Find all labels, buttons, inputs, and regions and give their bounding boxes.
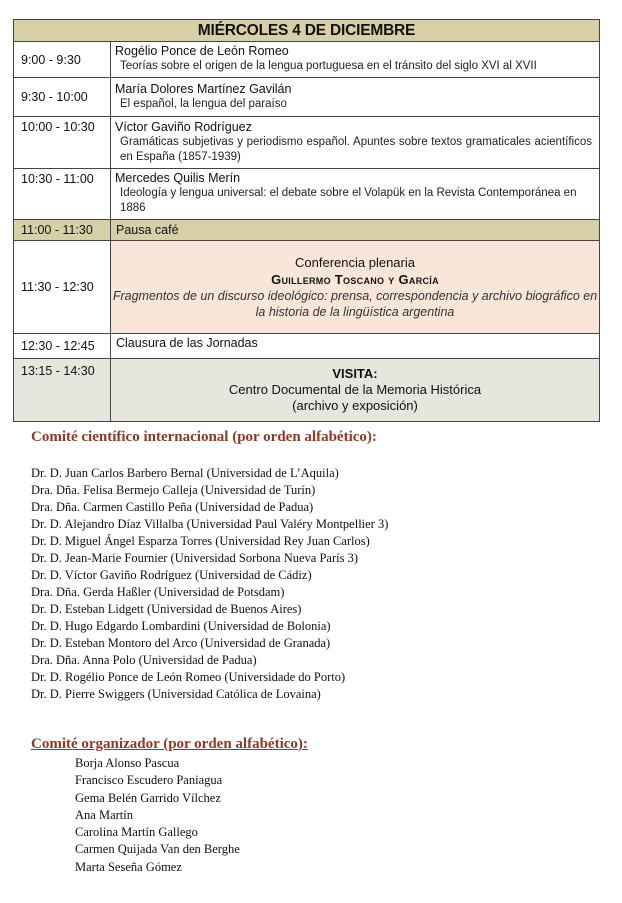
- plenary-content: [111, 241, 600, 334]
- visit-label: VISITA:: [332, 366, 378, 381]
- break-time: 11:00 - 11:30: [14, 220, 111, 241]
- list-item: Dr. D. Alejandro Díaz Villalba (Universidad Paul Valéry Montpellier 3): [31, 517, 389, 531]
- visit-note: (archivo y exposición): [292, 398, 418, 413]
- session-speaker: Víctor Gaviño Rodríguez: [115, 119, 252, 134]
- session-row: [14, 78, 600, 117]
- break-row: [14, 220, 600, 241]
- visit-content: [111, 359, 600, 422]
- list-item: Dr. D. Pierre Swiggers (Universidad Católica de Lovaina): [31, 687, 321, 701]
- list-item: Dra. Dña. Anna Polo (Universidad de Padua): [31, 653, 257, 667]
- list-item: Ana Martín: [75, 807, 133, 822]
- list-item: Dr. D. Víctor Gaviño Rodríguez (Universidad de Cádiz): [31, 568, 312, 582]
- session-time: 9:00 - 9:30: [14, 42, 111, 78]
- list-item: Carmen Quijada Van den Berghe: [75, 842, 240, 857]
- session-speaker: Rogélio Ponce de León Romeo: [115, 44, 289, 58]
- closing-label: Clausura de las Jornadas: [111, 334, 600, 359]
- session-speaker: Mercedes Quilis Merín: [115, 171, 241, 185]
- closing-time: 12:30 - 12:45: [14, 334, 111, 359]
- plenary-row: [14, 241, 600, 334]
- session-row: [14, 42, 600, 78]
- session-content: [111, 78, 600, 117]
- list-item: Dr. D. Miguel Ángel Esparza Torres (Universidad Rey Juan Carlos): [31, 534, 370, 548]
- visit-row: [14, 359, 600, 422]
- visit-time: 13:15 - 14:30: [14, 359, 111, 422]
- list-item: Marta Seseña Gómez: [75, 859, 182, 874]
- session-content: [111, 117, 600, 169]
- list-item: Dra. Dña. Carmen Castillo Peña (Universidad de Padua): [31, 500, 314, 514]
- list-item: Dra. Dña. Felisa Bermejo Calleja (Universidad de Turín): [31, 483, 316, 497]
- list-item: Dr. D. Hugo Edgardo Lombardini (Universidad de Bolonia): [31, 619, 331, 633]
- list-item: Carolina Martín Gallego: [75, 825, 198, 840]
- list-item: Borja Alonso Pascua: [75, 756, 180, 770]
- scientific-committee-title: Comité científico internacional (por orden alfabético):: [31, 429, 377, 445]
- schedule-table: [13, 19, 600, 422]
- session-title: Gramáticas subjetivas y periodismo español. Apuntes sobre textos gramaticales acientíficos en España (1857-1939): [120, 135, 592, 163]
- list-item: Dr. D. Esteban Lidgett (Universidad de Buenos Aires): [31, 602, 302, 616]
- day-header: MIÉRCOLES 4 DE DICIEMBRE: [14, 20, 600, 42]
- session-speaker: María Dolores Martínez Gavilán: [115, 81, 292, 96]
- day-header-row: [14, 20, 600, 42]
- session-content: [111, 169, 600, 220]
- organizing-committee-list: [75, 755, 240, 876]
- list-item: Dr. D. Esteban Montoro del Arco (Universidad de Granada): [31, 636, 331, 650]
- list-item: Dr. D. Rogélio Ponce de León Romeo (Universidade do Porto): [31, 670, 346, 684]
- list-item: Gema Belén Garrido Vílchez: [75, 790, 221, 805]
- plenary-speaker: Guillermo Toscano y García: [271, 272, 439, 287]
- plenary-time: 11:30 - 12:30: [14, 241, 111, 334]
- session-row: [14, 117, 600, 169]
- list-item: Dr. D. Juan Carlos Barbero Bernal (Universidad de L’Aquila): [31, 466, 339, 480]
- session-title: Teorías sobre el origen de la lengua portuguesa en el tránsito del siglo XVI al XVII: [120, 60, 537, 72]
- session-title: El español, la lengua del paraíso: [120, 97, 287, 110]
- plenary-title: Fragmentos de un discurso ideológico: prensa, correspondencia y archivo biográfico en la historia de la lingüística argentina: [112, 289, 598, 319]
- session-time: 9:30 - 10:00: [14, 78, 111, 117]
- list-item: Dr. D. Jean-Marie Fournier (Universidad Sorbona Nueva París 3): [31, 551, 359, 565]
- closing-row: [14, 334, 600, 359]
- session-title: Ideología y lengua universal: el debate sobre el Volapük en la Revista Contemporánea en 1886: [120, 187, 577, 214]
- session-time: 10:00 - 10:30: [14, 117, 111, 169]
- session-content: [111, 42, 600, 78]
- visit-place: Centro Documental de la Memoria Histórica: [228, 382, 482, 397]
- session-time: 10:30 - 11:00: [14, 169, 111, 220]
- plenary-label: Conferencia plenaria: [295, 255, 415, 270]
- list-item: Dra. Dña. Gerda Haßler (Universidad de Potsdam): [31, 585, 285, 599]
- session-row: [14, 169, 600, 220]
- list-item: Francisco Escudero Paniagua: [75, 773, 223, 788]
- organizing-committee-title: Comité organizador (por orden alfabético):: [31, 736, 308, 752]
- scientific-committee-list: [31, 465, 388, 703]
- break-label: Pausa café: [111, 220, 600, 241]
